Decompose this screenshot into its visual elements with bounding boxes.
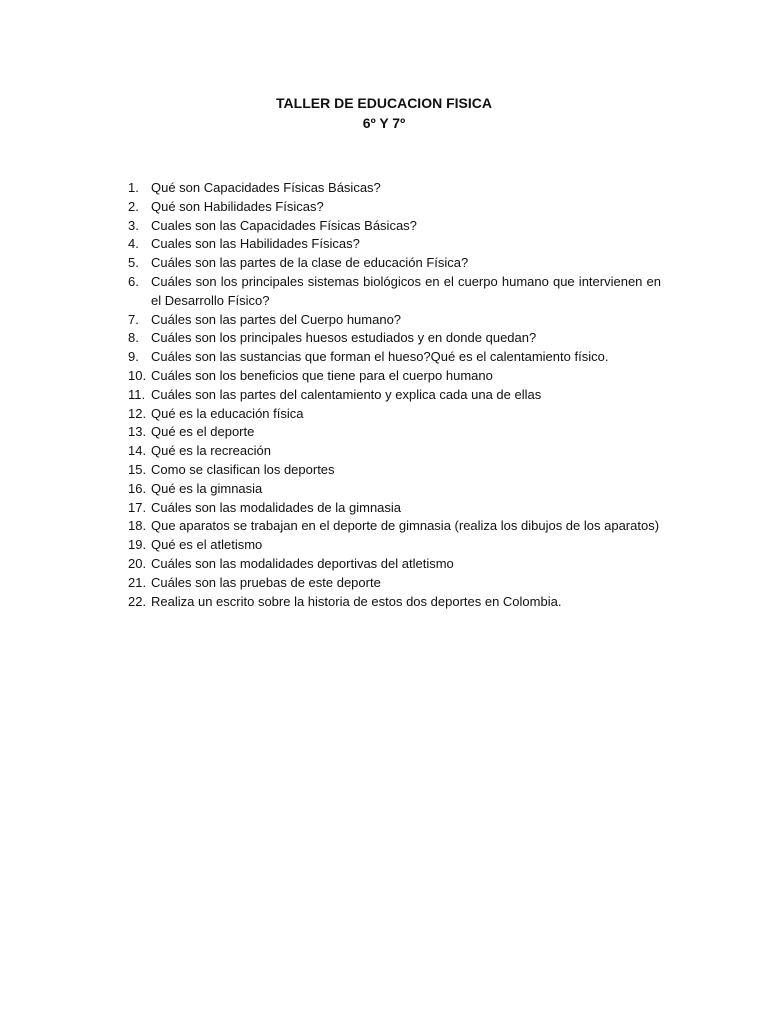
question-number: 11. bbox=[128, 386, 146, 402]
question-item bbox=[128, 311, 661, 330]
question-text: Qué es la educación física bbox=[151, 405, 304, 421]
question-text: Como se clasifican los deportes bbox=[151, 461, 335, 477]
question-item bbox=[128, 254, 661, 273]
question-text: Cuáles son las modalidades deportivas del atletismo bbox=[151, 555, 454, 571]
question-item bbox=[128, 217, 661, 236]
question-number: 1. bbox=[128, 180, 139, 195]
question-item bbox=[128, 480, 661, 499]
question-text: Cuáles son las sustancias que forman el hueso?Qué es el calentamiento físico. bbox=[151, 349, 609, 365]
question-number: 17. bbox=[128, 499, 147, 515]
question-text: Cuáles son las partes del Cuerpo humano? bbox=[151, 311, 402, 327]
question-text: Qué es el deporte bbox=[151, 424, 255, 440]
question-item bbox=[128, 517, 661, 536]
question-text: Cuáles son las partes de la clase de educación Física? bbox=[151, 255, 469, 271]
question-number: 12. bbox=[128, 405, 147, 421]
question-text: Qué son Habilidades Físicas? bbox=[151, 198, 324, 214]
question-number: 15. bbox=[128, 461, 147, 477]
question-number: 5. bbox=[128, 255, 139, 271]
question-number: 9. bbox=[128, 349, 139, 365]
question-item bbox=[128, 593, 661, 612]
question-text: Cuáles son los beneficios que tiene para el cuerpo humano bbox=[151, 367, 493, 383]
question-text: Cuáles son las pruebas de este deporte bbox=[151, 574, 381, 590]
document-subtitle: 6º Y 7º bbox=[362, 115, 406, 131]
question-text: Que aparatos se trabajan en el deporte de gimnasia (realiza los dibujos de los aparatos) bbox=[151, 518, 660, 534]
question-number: 8. bbox=[128, 330, 139, 346]
question-item bbox=[128, 179, 661, 198]
question-text: Cuáles son las modalidades de la gimnasia bbox=[151, 499, 402, 515]
question-item bbox=[128, 405, 661, 424]
question-number: 16. bbox=[128, 480, 147, 496]
question-text: Cuales son las Capacidades Físicas Básicas? bbox=[151, 217, 417, 233]
question-number: 21. bbox=[128, 574, 147, 590]
question-item bbox=[128, 329, 661, 348]
question-item bbox=[128, 273, 661, 311]
question-item bbox=[128, 461, 661, 480]
question-list bbox=[128, 179, 661, 611]
question-number: 6. bbox=[128, 273, 139, 289]
question-item bbox=[128, 442, 661, 461]
question-number: 3. bbox=[128, 217, 139, 233]
question-number: 18. bbox=[128, 518, 147, 534]
question-item bbox=[128, 555, 661, 574]
question-number: 7. bbox=[128, 311, 139, 327]
question-item bbox=[128, 367, 661, 386]
question-item bbox=[128, 423, 661, 442]
question-number: 10. bbox=[128, 367, 147, 383]
question-text: Cuáles son los principales huesos estudiados y en donde quedan? bbox=[151, 330, 537, 346]
question-number: 2. bbox=[128, 198, 139, 214]
question-text: Cuáles son los principales sistemas biológicos en el cuerpo humano que intervienen en el Desarrollo Físico? bbox=[151, 273, 661, 308]
title-block bbox=[0, 93, 768, 133]
document-title: TALLER DE EDUCACION FISICA bbox=[276, 95, 492, 111]
question-text: Qué son Capacidades Físicas Básicas? bbox=[151, 180, 381, 195]
question-text: Cuales son las Habilidades Físicas? bbox=[151, 236, 360, 252]
question-text: Qué es la gimnasia bbox=[151, 480, 263, 496]
question-item bbox=[128, 574, 661, 593]
question-number: 19. bbox=[128, 537, 147, 553]
question-number: 22. bbox=[128, 593, 147, 609]
question-item bbox=[128, 499, 661, 518]
question-text: Qué es el atletismo bbox=[151, 537, 263, 553]
question-number: 14. bbox=[128, 443, 147, 459]
question-item bbox=[128, 386, 661, 405]
question-item bbox=[128, 235, 661, 254]
question-number: 4. bbox=[128, 236, 139, 252]
question-item bbox=[128, 536, 661, 555]
question-text: Qué es la recreación bbox=[151, 443, 271, 459]
question-text: Cuáles son las partes del calentamiento y explica cada una de ellas bbox=[151, 386, 542, 402]
question-item bbox=[128, 198, 661, 217]
question-item bbox=[128, 348, 661, 367]
question-number: 13. bbox=[128, 424, 147, 440]
question-number: 20. bbox=[128, 555, 147, 571]
question-text: Realiza un escrito sobre la historia de estos dos deportes en Colombia. bbox=[151, 593, 562, 609]
